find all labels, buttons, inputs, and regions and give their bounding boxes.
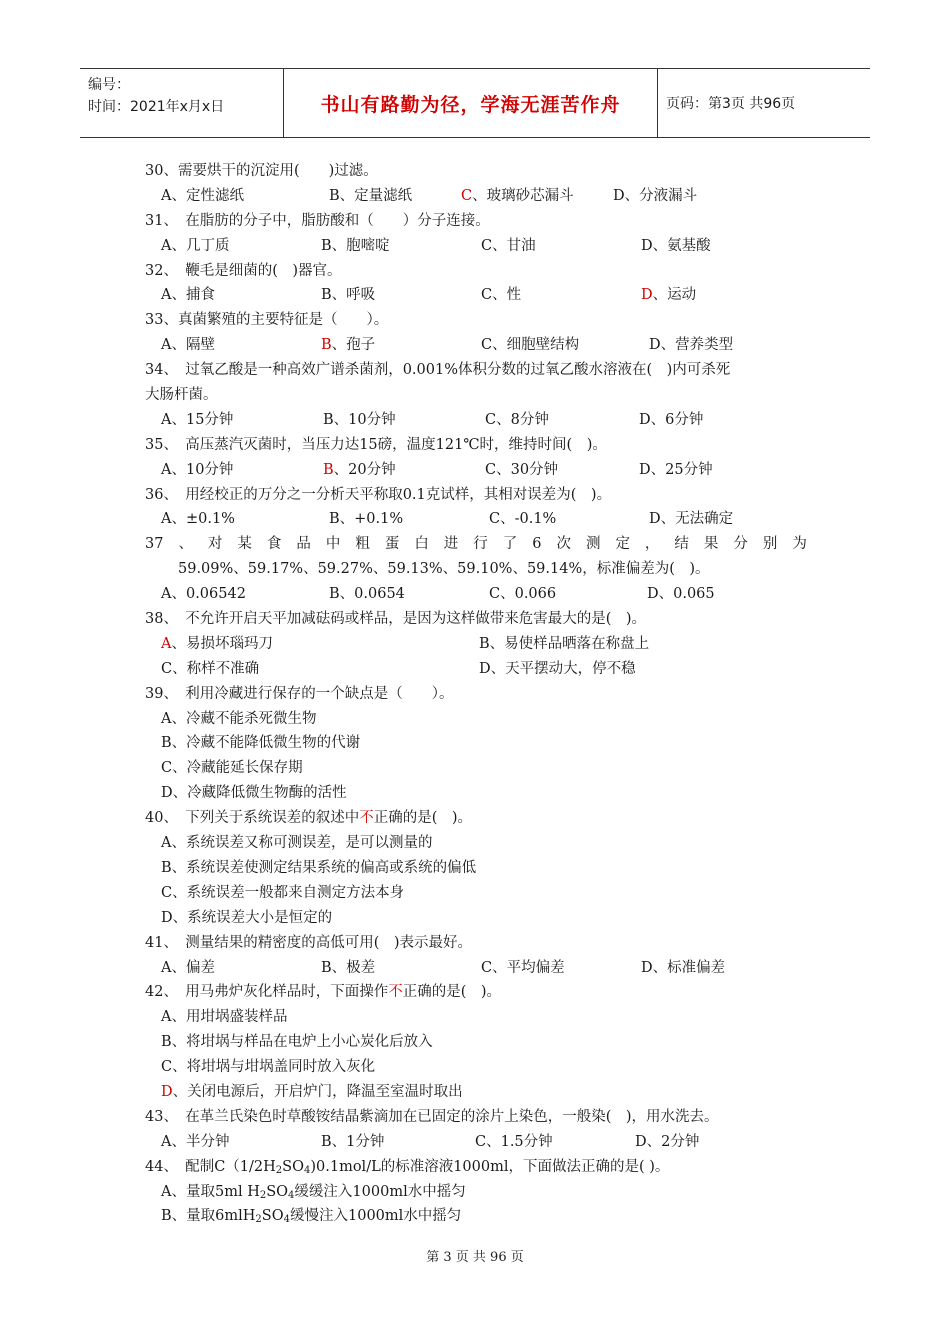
option-d: D、冷藏降低微生物酶的活性 xyxy=(161,785,347,802)
question-31-stem: 31、 在脂肪的分子中，脂肪酸和（ ）分子连接。 xyxy=(145,212,490,229)
option-a: A、0.06542 xyxy=(161,586,246,603)
question-31-options xyxy=(145,234,815,259)
option-a: A、冷藏不能杀死微生物 xyxy=(161,710,317,727)
question-43-options xyxy=(145,1130,815,1155)
option-c: C、30分钟 xyxy=(485,461,559,478)
option-c: C、细胞壁结构 xyxy=(481,337,580,354)
question-34-options xyxy=(145,408,815,433)
option-d: D、6分钟 xyxy=(639,411,704,428)
question-44-stem: 44、 配制$C(1/2H_2SO_4)0.1mol/L$的标准溶液1000ml，下面做法正确的是( )。 xyxy=(145,1158,670,1176)
header-left-cell xyxy=(80,69,284,137)
question-39-stem: 39、 利用冷藏进行保存的一个缺点是（ ）。 xyxy=(145,685,454,702)
question-40-stem: 40、 下列关于系统误差的叙述中不正确的是( )。 xyxy=(145,810,473,827)
question-37-options xyxy=(145,582,815,607)
document-time-label: 时间：2021年x月x日 xyxy=(88,99,225,115)
question-30-stem: 30、需要烘干的沉淀用( )过滤。 xyxy=(145,163,378,179)
question-34-stem-continued: 大肠杆菌。 xyxy=(145,387,218,404)
option-d: D、标准偏差 xyxy=(641,959,726,976)
option-b: B、量取$6mlH_2SO_4$缓慢注入1000ml水中摇匀 xyxy=(161,1208,462,1226)
option-d: D、营养类型 xyxy=(649,337,734,354)
option-b: B、孢子 xyxy=(321,337,376,354)
emphasis-text: 不 xyxy=(359,810,374,827)
question-38-options-row-1 xyxy=(145,632,815,657)
question-38-options-row-2 xyxy=(145,657,815,682)
option-b: B、+0.1% xyxy=(329,511,404,528)
option-a: A、量取5ml $H_2SO_4$缓缓注入1000ml水中摇匀 xyxy=(161,1183,466,1201)
option-a: A、捕食 xyxy=(161,287,215,304)
option-b: B、将坩埚与样品在电炉上小心炭化后放入 xyxy=(161,1034,433,1051)
option-b: B、1分钟 xyxy=(321,1133,385,1150)
option-c: C、系统误差一般都来自测定方法本身 xyxy=(161,884,405,901)
question-34-stem: 34、 过氧乙酸是一种高效广谱杀菌剂，0.001%体积分数的过氧乙酸水溶液在( )内可杀死 xyxy=(145,362,731,379)
question-41-stem: 41、 测量结果的精密度的高低可用( )表示最好。 xyxy=(145,934,473,951)
option-d: D、0.065 xyxy=(647,586,715,603)
question-38-stem: 38、 不允许开启天平加减砝码或样品，是因为这样做带来危害最大的是( )。 xyxy=(145,611,647,628)
option-b: B、胞嘧啶 xyxy=(321,237,390,254)
question-30-options xyxy=(145,184,815,209)
option-b: B、20分钟 xyxy=(323,461,396,478)
emphasis-text: 不 xyxy=(388,984,403,1001)
option-a: A、偏差 xyxy=(161,959,215,976)
option-d: D、系统误差大小是恒定的 xyxy=(161,909,333,926)
option-b: B、10分钟 xyxy=(323,411,396,428)
option-d: D、分液漏斗 xyxy=(613,187,698,204)
option-d: D、天平摆动大，停不稳 xyxy=(479,660,636,677)
question-37-stem-continued: 59.09%、59.17%、59.27%、59.13%、59.10%、59.14%，标准偏差为( )。 xyxy=(178,561,710,578)
option-c: C、8分钟 xyxy=(485,411,549,428)
answer-letter: C xyxy=(461,187,473,204)
answer-letter: D xyxy=(641,287,653,304)
page-header xyxy=(80,68,870,138)
option-b: B、定量滤纸 xyxy=(329,187,413,204)
answer-letter: D xyxy=(161,1083,173,1100)
option-a: A、10分钟 xyxy=(161,461,234,478)
option-b: B、冷藏不能降低微生物的代谢 xyxy=(161,735,361,752)
option-c: C、0.066 xyxy=(489,586,557,603)
question-33-stem: 33、真菌繁殖的主要特征是（ ）。 xyxy=(145,312,389,329)
option-d: D、关闭电源后，开启炉门，降温至室温时取出 xyxy=(161,1083,463,1100)
option-c: C、将坩埚与坩埚盖同时放入灰化 xyxy=(161,1059,376,1076)
option-b: B、系统误差使测定结果系统的偏高或系统的偏低 xyxy=(161,859,477,876)
option-a: A、±0.1% xyxy=(161,511,235,528)
option-d: D、25分钟 xyxy=(639,461,713,478)
option-c: C、-0.1% xyxy=(489,511,557,528)
option-a: A、15分钟 xyxy=(161,411,234,428)
question-36-options xyxy=(145,507,815,532)
option-d: D、无法确定 xyxy=(649,511,734,528)
option-b: B、0.0654 xyxy=(329,586,405,603)
option-a: A、用坩埚盛装样品 xyxy=(161,1009,288,1026)
option-c: C、冷藏能延长保存期 xyxy=(161,760,303,777)
option-b: B、易使样品晒落在称盘上 xyxy=(479,635,650,652)
question-42-stem: 42、 用马弗炉灰化样品时，下面操作不正确的是( )。 xyxy=(145,984,502,1001)
answer-letter: B xyxy=(323,461,334,478)
question-list xyxy=(145,159,815,1229)
question-35-options xyxy=(145,458,815,483)
question-33-options xyxy=(145,333,815,358)
option-a: A、几丁质 xyxy=(161,237,230,254)
question-32-options xyxy=(145,283,815,308)
question-43-stem: 43、 在革兰氏染色时草酸铵结晶紫滴加在已固定的涂片上染色，一般染( )，用水洗去。 xyxy=(145,1108,719,1125)
option-d: D、氨基酸 xyxy=(641,237,711,254)
header-page-info: 页码：第3页 共96页 xyxy=(666,96,796,112)
option-c: C、性 xyxy=(481,287,522,304)
option-b: B、极差 xyxy=(321,959,376,976)
option-a: A、系统误差又称可测误差，是可以测量的 xyxy=(161,835,433,852)
option-b: B、呼吸 xyxy=(321,287,376,304)
option-a: A、定性滤纸 xyxy=(161,187,244,204)
page-footer: 第 3 页 共 96 页 xyxy=(426,1250,524,1265)
answer-letter: B xyxy=(321,337,332,354)
option-c: C、玻璃砂芯漏斗 xyxy=(461,187,574,204)
answer-letter: A xyxy=(161,635,172,652)
question-35-stem: 35、 高压蒸汽灭菌时，当压力达15磅，温度121℃时，维持时间( )。 xyxy=(145,436,607,453)
document-number-label: 编号： xyxy=(88,77,130,93)
option-a: A、易损坏瑙玛刀 xyxy=(161,635,273,652)
option-a: A、半分钟 xyxy=(161,1133,230,1150)
option-c: C、1.5分钟 xyxy=(475,1133,553,1150)
option-c: C、平均偏差 xyxy=(481,959,565,976)
question-36-stem: 36、 用经校正的万分之一分析天平称取0.1克试样，其相对误差为( )。 xyxy=(145,486,612,503)
option-c: C、称样不准确 xyxy=(161,660,260,677)
option-d: D、2分钟 xyxy=(635,1133,700,1150)
question-41-options xyxy=(145,956,815,981)
question-37-stem: 37 、 对 某 食 品 中 粗 蛋 白 进 行 了 6 次 测 定 ， 结 果 分 别 为 xyxy=(145,536,807,553)
option-c: C、甘油 xyxy=(481,237,536,254)
option-d: D、运动 xyxy=(641,287,697,304)
option-a: A、隔壁 xyxy=(161,337,215,354)
header-motto: 书山有路勤为径，学海无涯苦作舟 xyxy=(284,69,658,137)
question-32-stem: 32、 鞭毛是细菌的( )器官。 xyxy=(145,262,342,279)
